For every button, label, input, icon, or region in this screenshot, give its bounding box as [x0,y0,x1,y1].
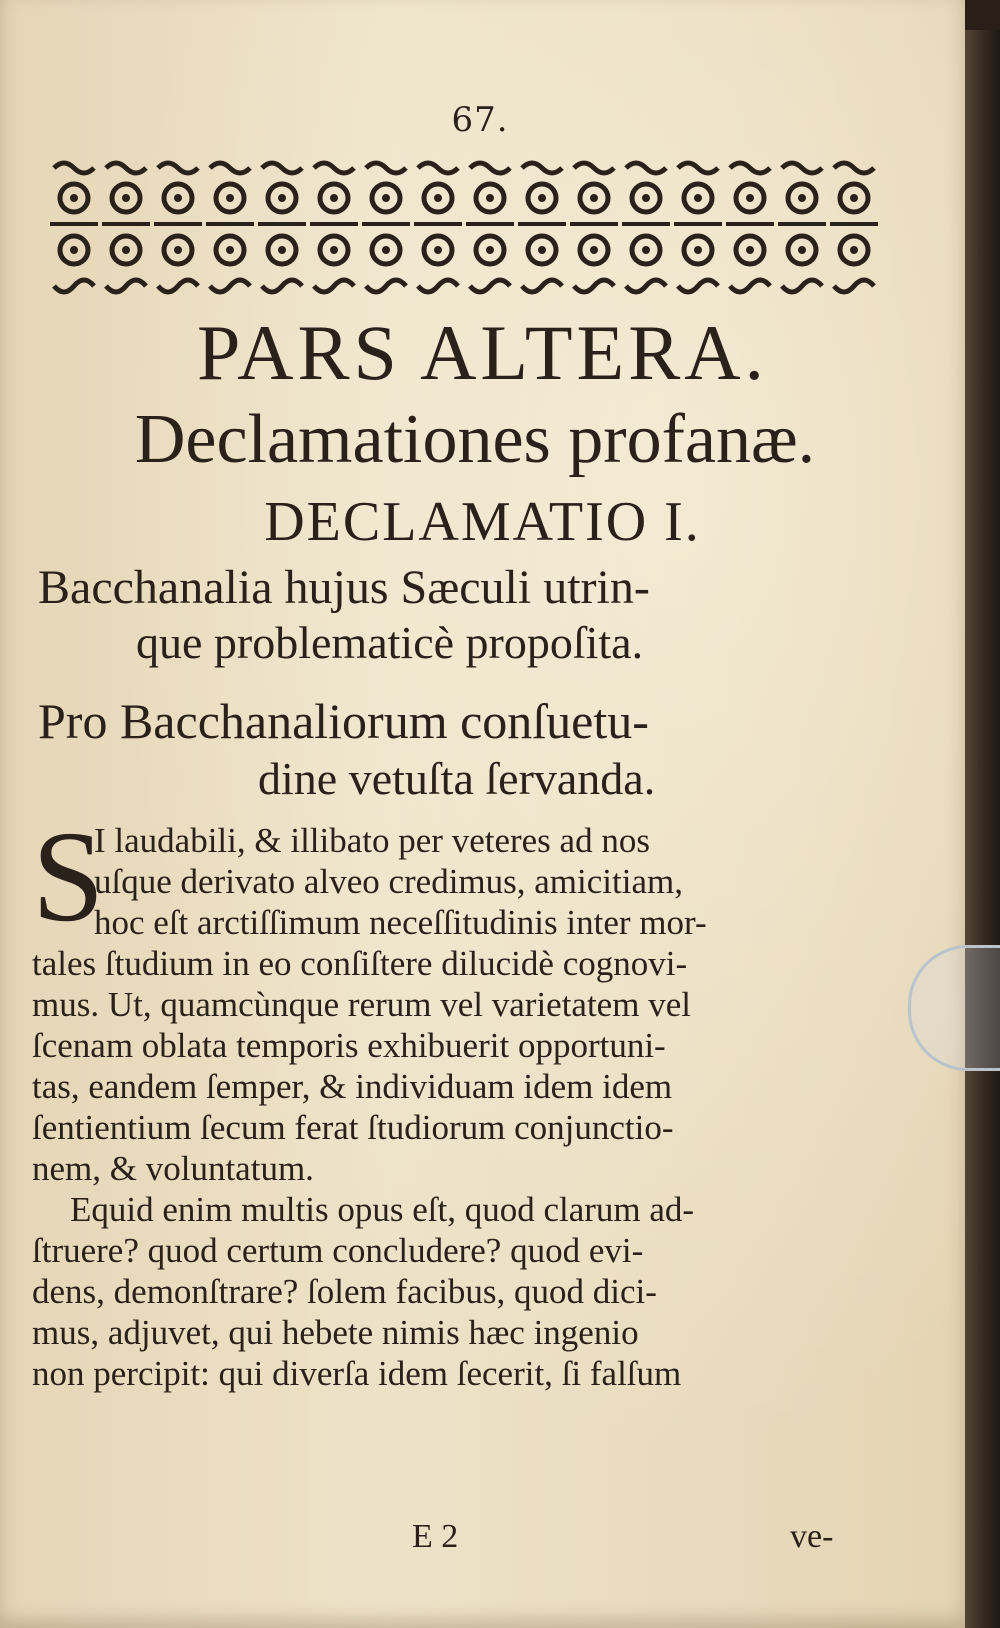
body-line: nem, & voluntatum. [32,1149,314,1188]
page-footer [0,1518,965,1568]
body-line: mus, adjuvet, qui hebete nimis hæc ingenio [32,1313,639,1352]
body-line: dens, demonſtrare? ſolem facibus, quod dici- [32,1272,657,1311]
drop-capital: S [32,805,105,949]
heading-bacchanalia-line-1: Bacchanalia hujus Sæculi utrin- [38,561,650,614]
heading-declamatio: DECLAMATIO I. [264,491,701,553]
body-line: ſcenam oblata temporis exhibuerit opportuni- [32,1026,666,1065]
body-text [32,805,887,1394]
heading-bacchanalia-line-2: que problematicè propoſita. [136,617,644,668]
catchword: ve- [790,1518,834,1555]
body-line: mus. Ut, quamcùnque rerum vel varietatem vel [32,985,691,1024]
body-line: non percipit: qui diverſa idem ſecerit, ſi falſum [32,1354,682,1393]
body-line: tas, eandem ſemper, & individuam idem idem [32,1067,673,1106]
body-line: uſque derivato alveo credimus, amicitiam, [94,862,683,901]
fleuron-band-icon [48,158,880,303]
body-line: ſentientium ſecum ferat ſtudiorum conjunctio- [32,1108,674,1147]
body-line: hoc eſt arctiſſimum neceſſitudinis inter mor- [94,903,707,942]
body-line: tales ſtudium in eo conſiſtere dilucidè cognovi- [32,944,688,983]
page-number: 67. [451,100,509,140]
body-line: I laudabili, & illibato per veteres ad nos [94,821,650,860]
body-line: Equid enim multis opus eſt, quod clarum ad- [70,1190,695,1229]
heading-pro-line-2: dine vetuſta ſervanda. [258,753,656,804]
body-line: ſtruere? quod certum concludere? quod evi- [32,1231,644,1270]
heading-declamationes: Declamationes profanæ. [134,401,816,478]
heading-pars-altera: PARS ALTERA. [196,309,769,396]
heading-pro-line-1: Pro Bacchanaliorum conſuetu- [38,693,649,749]
signature-mark: E 2 [412,1518,459,1555]
